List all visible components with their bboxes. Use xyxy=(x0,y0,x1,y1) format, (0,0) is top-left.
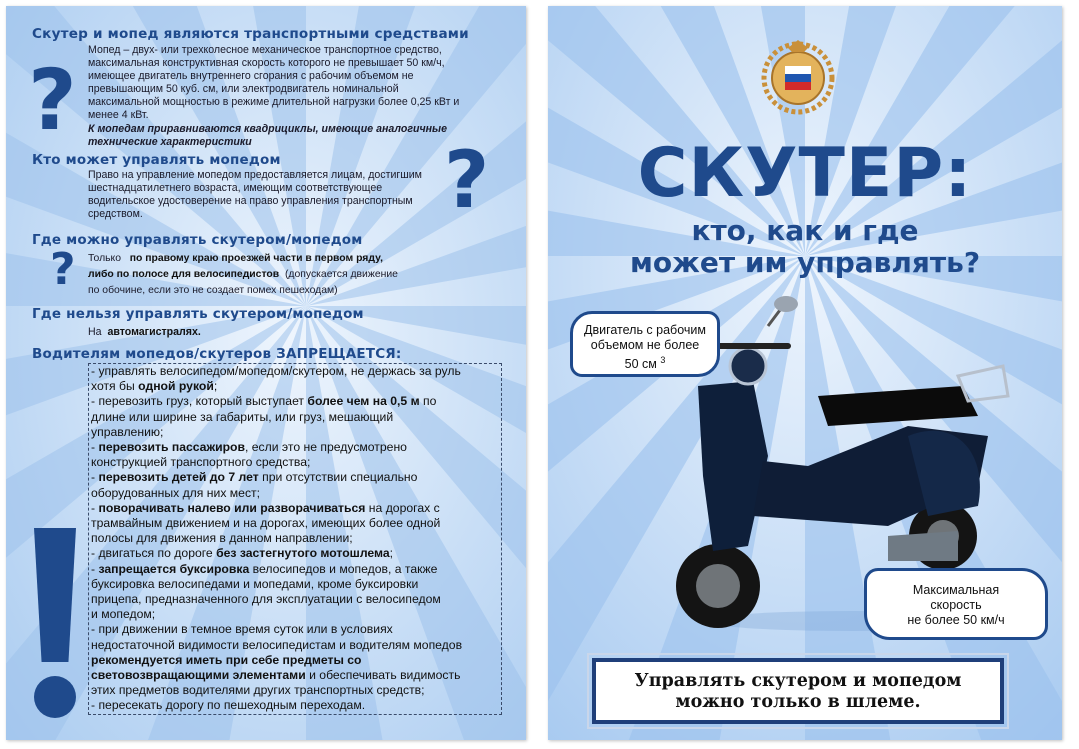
list-line: оборудованных для них мест; xyxy=(91,485,261,500)
text-span: перевозить детей до 7 лет xyxy=(98,470,259,485)
text-span: поворачивать налево или разворачиваться xyxy=(98,500,366,515)
section-heading: Кто может управлять мопедом xyxy=(32,152,281,168)
text-line: Мопед – двух- или трехколесное механическое транспортное средство, xyxy=(88,44,442,56)
text-span: запрещается буксировка xyxy=(98,561,250,576)
list-line xyxy=(91,501,499,516)
section-heading: Водителям мопедов/скутеров ЗАПРЕЩАЕТСЯ: xyxy=(32,346,402,362)
section-heading: Где нельзя управлять скутером/мопедом xyxy=(32,306,364,322)
list-line: полосы для движения в данном направлении; xyxy=(91,531,353,546)
text-span: хотя бы xyxy=(91,379,135,394)
warning-line: Управлять скутером и мопедом xyxy=(634,671,962,691)
text-span: - xyxy=(91,470,96,485)
list-line: трамвайным движением и на дорогах, имеющих более одной xyxy=(91,516,441,531)
text-span: на дорогах с xyxy=(368,500,440,515)
engine-volume-callout xyxy=(570,311,720,377)
list-line xyxy=(91,470,499,485)
text-line: Право на управление мопедом предоставляется лицам, достигшим xyxy=(88,169,422,181)
text-span: Только xyxy=(88,253,122,264)
subtitle-line-1: кто, как и где xyxy=(691,214,919,247)
list-line: недостаточной видимости велосипедистам и водителям мопедов xyxy=(91,637,463,652)
text-line: превышающим 50 куб. см, или электродвигатель номинальной xyxy=(88,83,399,95)
text-span: и обеспечивать видимость xyxy=(309,668,461,683)
text-span: (допускается движение xyxy=(284,269,398,280)
list-line xyxy=(91,440,499,455)
list-line: прицепа, предназначенного для эксплуатации с велосипедом xyxy=(91,592,441,607)
list-line xyxy=(91,562,499,577)
section-heading: Где можно управлять скутером/мопедом xyxy=(32,232,363,248)
text-line xyxy=(573,353,717,372)
left-page xyxy=(6,6,526,740)
text-line: водительское удостоверение на право управления транспортным xyxy=(88,195,413,207)
text-line: К мопедам приравниваются квадрициклы, имеющие аналогичные xyxy=(88,123,447,135)
text-span: либо по полосе для велосипедистов xyxy=(88,269,280,280)
text-span: - двигаться по дороге xyxy=(91,546,213,561)
text-line: имеющее двигатель внутреннего сгорания с рабочим объемом не xyxy=(88,70,414,82)
list-line: - пересекать дорогу по пешеходным переходам. xyxy=(91,698,366,713)
text-span: ; xyxy=(213,379,218,394)
text-span: более чем на 0,5 м xyxy=(307,394,420,409)
text-span: одной рукой xyxy=(138,379,214,394)
list-line: этих предметов водителями других транспортных средств; xyxy=(91,683,425,698)
list-line: рекомендуется иметь при себе предметы со xyxy=(91,652,362,667)
text-line: Максимальная xyxy=(912,583,1000,597)
text-span: , если это не предусмотрено xyxy=(244,440,407,455)
text-span: На xyxy=(88,326,102,338)
text-span: - xyxy=(91,561,96,576)
text-span: световозвращающими элементами xyxy=(91,668,306,683)
prohibitions-list xyxy=(88,363,502,715)
list-line: - при движении в темное время суток или в условиях xyxy=(91,622,393,637)
who-can-drive-text xyxy=(88,169,458,221)
text-line: Двигатель с рабочим xyxy=(583,323,706,337)
list-line: конструкцией транспортного средства; xyxy=(91,455,311,470)
text-span: ; xyxy=(389,546,394,561)
text-line: средством. xyxy=(88,208,143,220)
question-mark-icon: ? xyxy=(444,136,490,226)
text-line: объемом не более xyxy=(590,338,700,352)
exclamation-dot xyxy=(34,676,76,718)
subtitle-line-2: может им управлять? xyxy=(629,246,981,279)
text-span: 50 см xyxy=(624,357,657,372)
max-speed-callout xyxy=(864,568,1048,640)
text-span: - xyxy=(91,440,96,455)
right-page xyxy=(548,6,1062,740)
moped-definition xyxy=(88,44,508,149)
main-title: СКУТЕР: xyxy=(637,134,973,213)
list-line xyxy=(91,546,499,561)
traffic-police-emblem xyxy=(758,36,838,116)
where-can-drive-text xyxy=(88,251,488,299)
list-line xyxy=(91,668,499,683)
text-span: при отсутствии специально xyxy=(262,470,418,485)
list-line: управлению; xyxy=(91,424,164,439)
list-line: длине или ширине за габариты, или груз, мешающий xyxy=(91,409,394,424)
text-line xyxy=(88,267,488,283)
text-span: - xyxy=(91,500,96,515)
text-line: технические характеристики xyxy=(88,136,252,148)
list-line: и мопедом; xyxy=(91,607,156,622)
text-span: по правому краю проезжей части в первом ряду, xyxy=(129,253,383,264)
text-span: перевозить пассажиров xyxy=(98,440,245,455)
superscript: 3 xyxy=(660,355,666,365)
question-mark-icon: ? xyxy=(50,244,76,295)
text-line: скорость xyxy=(930,598,982,612)
question-mark-icon: ? xyxy=(28,51,77,149)
text-line: максимальная конструктивная скорость которого не превышает 50 км/ч, xyxy=(88,57,445,69)
text-line: менее 4 кВт. xyxy=(88,109,149,121)
text-span: по xyxy=(422,394,437,409)
list-line xyxy=(91,394,499,409)
list-line xyxy=(91,379,499,394)
where-cannot-drive-text xyxy=(88,326,201,339)
text-line: максимальной мощностью в режиме длительной нагрузки более 0,25 кВт и xyxy=(88,96,460,108)
text-span: без застегнутого мотошлема xyxy=(216,546,390,561)
helmet-warning-banner xyxy=(592,658,1004,724)
text-span: велосипедов и мопедов, а также xyxy=(252,561,438,576)
list-line: буксировка велосипедами и мопедами, кроме буксировки xyxy=(91,576,419,591)
text-line: не более 50 км/ч xyxy=(907,613,1005,627)
text-line xyxy=(88,251,488,267)
warning-line: можно только в шлеме. xyxy=(675,692,921,712)
list-line: - управлять велосипедом/мопедом/скутером, не держась за руль xyxy=(91,364,461,378)
section-heading: Скутер и мопед являются транспортными средствами xyxy=(32,26,469,42)
text-line: по обочине, если это не создает помех пешеходам) xyxy=(88,285,338,296)
text-span: - перевозить груз, который выступает xyxy=(91,394,305,409)
text-span: автомагистралях. xyxy=(107,326,201,338)
text-line: шестнадцатилетнего возраста, имеющим соответствующее xyxy=(88,182,383,194)
